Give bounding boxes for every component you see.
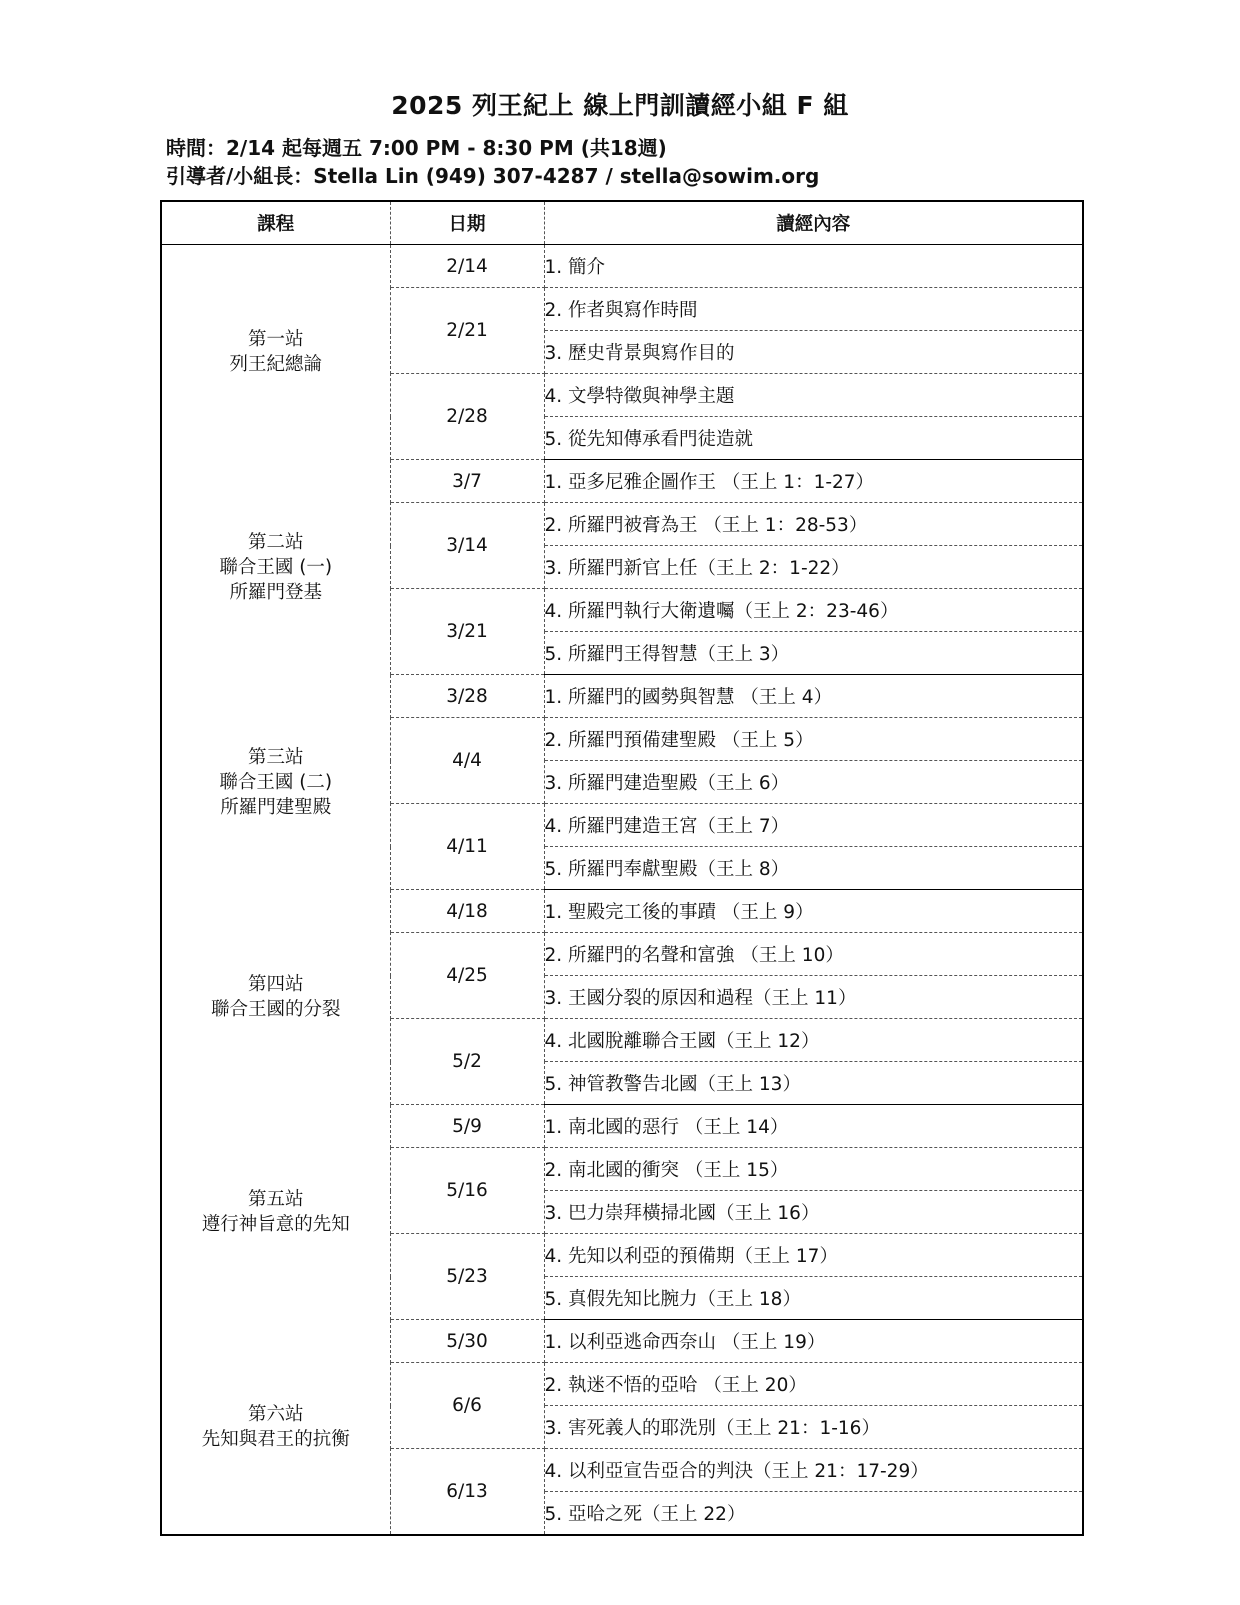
reading-item: 4. 所羅門執行大衛遺囑（王上 2：23-46） [544, 589, 1083, 632]
reading-item: 2. 所羅門預備建聖殿 （王上 5） [544, 718, 1083, 761]
reading-item: 4. 先知以利亞的預備期（王上 17） [544, 1234, 1083, 1277]
reading-item: 4. 所羅門建造王宮（王上 7） [544, 804, 1083, 847]
table-header-row [161, 201, 1083, 245]
date-cell: 5/9 [390, 1105, 544, 1148]
reading-item: 2. 所羅門被膏為王 （王上 1：28-53） [544, 503, 1083, 546]
station-cell [161, 1320, 390, 1536]
reading-item: 4. 文學特徵與神學主題 [544, 374, 1083, 417]
station-name: 第四站 [247, 974, 304, 995]
table-row [161, 460, 1083, 503]
station-name: 聯合王國 (一) [219, 556, 333, 578]
date-cell: 2/21 [390, 288, 544, 374]
reading-item: 2. 作者與寫作時間 [544, 288, 1083, 331]
station-name: 第一站 [247, 329, 304, 351]
reading-item: 3. 害死義人的耶洗別（王上 21：1-16） [544, 1406, 1083, 1449]
reading-item: 3. 巴力崇拜橫掃北國（王上 16） [544, 1191, 1083, 1234]
reading-item: 5. 所羅門奉獻聖殿（王上 8） [544, 847, 1083, 890]
station-name: 遵行神旨意的先知 [201, 1214, 350, 1235]
reading-item: 5. 所羅門王得智慧（王上 3） [544, 632, 1083, 675]
date-cell: 3/7 [390, 460, 544, 503]
date-cell: 5/2 [390, 1019, 544, 1105]
station-name: 列王紀總論 [229, 354, 322, 376]
date-cell: 6/6 [390, 1363, 544, 1449]
station-name: 第六站 [247, 1403, 304, 1425]
reading-item: 4. 以利亞宣告亞合的判決（王上 21：17-29） [544, 1449, 1083, 1492]
station-cell [161, 890, 390, 1105]
leader-contact: 引導者/小組長：Stella Lin (949) 307-4287 / stella@sowim.org [166, 164, 820, 188]
station-cell [161, 460, 390, 675]
reading-item: 5. 真假先知比腕力（王上 18） [544, 1277, 1083, 1320]
table-row [161, 1320, 1083, 1363]
reading-item: 5. 亞哈之死（王上 22） [544, 1492, 1083, 1536]
station-name: 第五站 [247, 1189, 304, 1210]
station-name: 先知與君王的抗衡 [201, 1428, 350, 1450]
station-name: 聯合王國的分裂 [210, 999, 341, 1020]
reading-item: 3. 歷史背景與寫作目的 [544, 331, 1083, 374]
date-cell: 3/28 [390, 675, 544, 718]
table-row [161, 245, 1083, 288]
station-cell [161, 675, 390, 890]
date-cell: 6/13 [390, 1449, 544, 1536]
reading-item: 2. 執迷不悟的亞哈 （王上 20） [544, 1363, 1083, 1406]
reading-item: 1. 亞多尼雅企圖作王 （王上 1：1-27） [544, 460, 1083, 503]
date-cell: 5/23 [390, 1234, 544, 1320]
reading-item: 3. 王國分裂的原因和過程（王上 11） [544, 976, 1083, 1019]
reading-item: 5. 從先知傳承看門徒造就 [544, 417, 1083, 460]
meeting-time: 時間：2/14 起每週五 7:00 PM - 8:30 PM (共18週) [166, 136, 667, 160]
schedule-table [160, 200, 1084, 1536]
station-name: 聯合王國 (二) [219, 771, 333, 793]
station-cell [161, 245, 390, 460]
date-cell: 5/16 [390, 1148, 544, 1234]
reading-item: 2. 南北國的衝突 （王上 15） [544, 1148, 1083, 1191]
table-row [161, 1105, 1083, 1148]
date-cell: 4/4 [390, 718, 544, 804]
date-cell: 5/30 [390, 1320, 544, 1363]
date-cell: 3/14 [390, 503, 544, 589]
station-name: 所羅門登基 [229, 581, 322, 603]
reading-item: 2. 所羅門的名聲和富強 （王上 10） [544, 933, 1083, 976]
station-name: 第三站 [247, 746, 304, 768]
header-date: 日期 [390, 201, 544, 245]
station-cell [161, 1105, 390, 1320]
date-cell: 4/25 [390, 933, 544, 1019]
header-course: 課程 [161, 201, 390, 245]
reading-item: 5. 神管教警告北國（王上 13） [544, 1062, 1083, 1105]
station-name: 所羅門建聖殿 [220, 796, 332, 818]
table-row [161, 675, 1083, 718]
date-cell: 2/14 [390, 245, 544, 288]
document-title: 2025 列王紀上 線上門訓讀經小組 F 組 [391, 91, 849, 120]
date-cell: 4/18 [390, 890, 544, 933]
reading-item: 1. 聖殿完工後的事蹟 （王上 9） [544, 890, 1083, 933]
table-row [161, 890, 1083, 933]
header-content: 讀經內容 [544, 201, 1083, 245]
reading-item: 1. 簡介 [544, 245, 1083, 288]
date-cell: 4/11 [390, 804, 544, 890]
reading-item: 1. 以利亞逃命西奈山 （王上 19） [544, 1320, 1083, 1363]
schedule-body [161, 245, 1083, 1536]
reading-item: 1. 南北國的惡行 （王上 14） [544, 1105, 1083, 1148]
station-name: 第二站 [247, 531, 304, 553]
reading-item: 1. 所羅門的國勢與智慧 （王上 4） [544, 675, 1083, 718]
date-cell: 3/21 [390, 589, 544, 675]
date-cell: 2/28 [390, 374, 544, 460]
reading-item: 3. 所羅門建造聖殿（王上 6） [544, 761, 1083, 804]
reading-item: 4. 北國脫離聯合王國（王上 12） [544, 1019, 1083, 1062]
reading-item: 3. 所羅門新官上任（王上 2：1-22） [544, 546, 1083, 589]
